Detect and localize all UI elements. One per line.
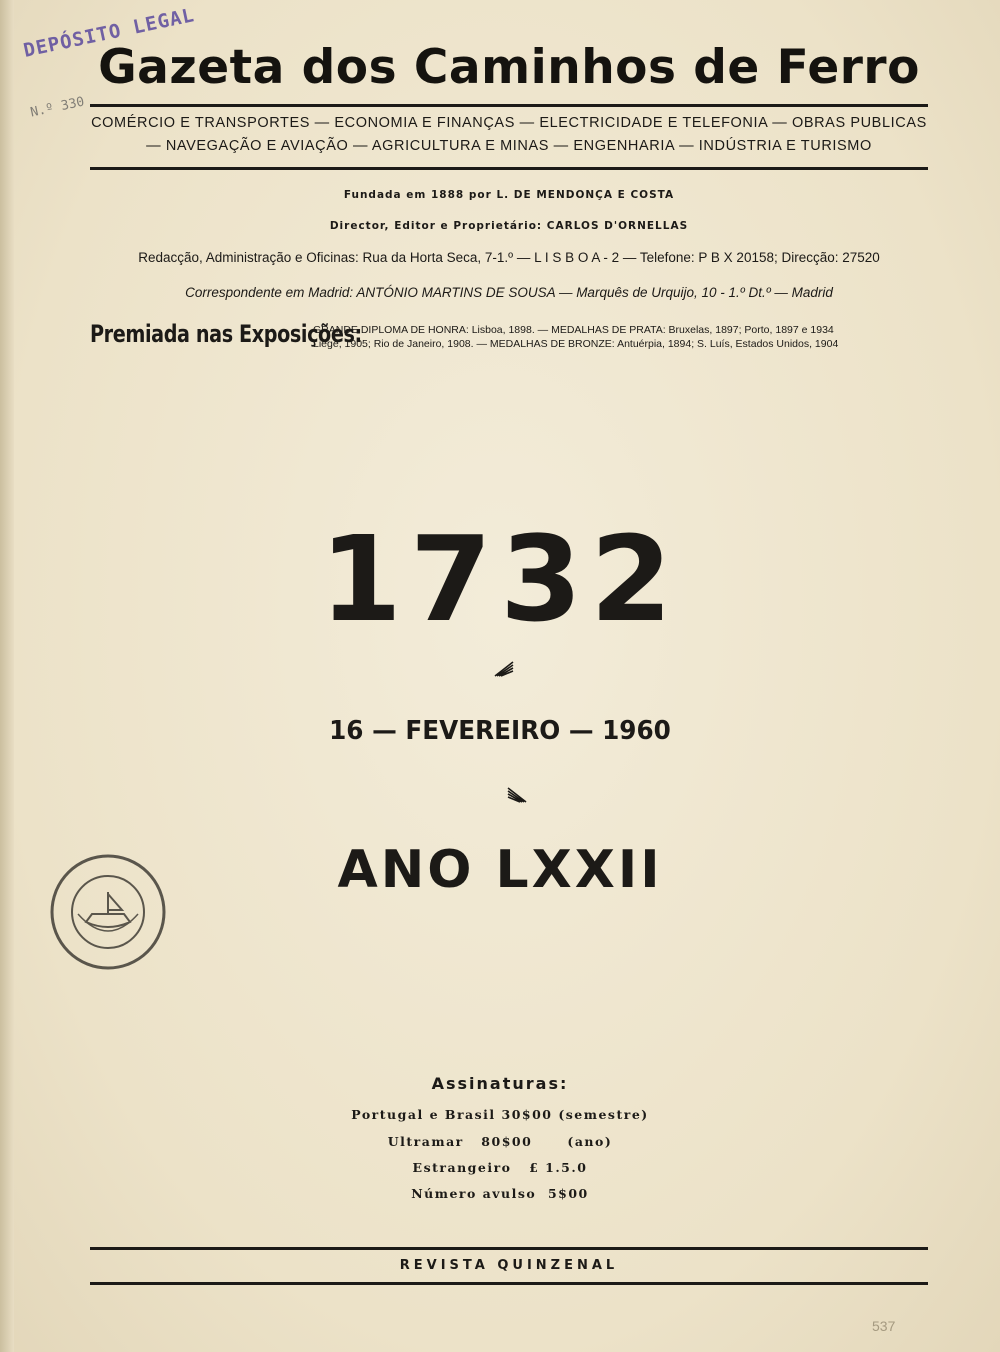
awards-line-1: GRANDE DIPLOMA DE HONRA: Lisboa, 1898. — MEDALHAS DE PRATA: Bruxelas, 1897; Porto, 1897 e 1934 xyxy=(313,324,834,336)
subscription-line: Número avulso 5$00 xyxy=(411,1186,589,1201)
subscription-line: Portugal e Brasil 30$00 (semestre) xyxy=(351,1107,649,1122)
footer-rule-top xyxy=(90,1247,928,1250)
issue-date: 16 — FEVEREIRO — 1960 xyxy=(329,716,671,746)
issue-year: ANO LXXII xyxy=(337,840,663,900)
issue-number: 1732 xyxy=(319,510,681,648)
awards-heading: Premiada nas Exposições: xyxy=(90,320,362,348)
founded-line: Fundada em 1888 por L. DE MENDONÇA E COSTA xyxy=(343,189,675,201)
subscription-line: Estrangeiro £ 1.5.0 xyxy=(412,1160,588,1175)
masthead-title: Gazeta dos Caminhos de Ferro xyxy=(98,40,920,95)
ornament-icon xyxy=(506,786,528,804)
library-seal-icon xyxy=(48,852,168,972)
address-line: Redacção, Administração e Oficinas: Rua da Horta Seca, 7-1.º — L I S B O A - 2 — Telefone: P B X 20158; Direcção: 27520 xyxy=(138,250,880,265)
page-number: 537 xyxy=(872,1318,896,1334)
director-line: Director, Editor e Proprietário: CARLOS D'ORNELLAS xyxy=(329,220,689,232)
masthead-rule-bottom xyxy=(90,167,928,170)
subscriptions-title: Assinaturas: xyxy=(431,1074,569,1093)
sections-line-1: COMÉRCIO E TRANSPORTES — ECONOMIA E FINANÇAS — ELECTRICIDADE E TELEFONIA — OBRAS PUBLICAS xyxy=(91,115,927,131)
deposito-legal-stamp: DEPÓSITO LEGAL xyxy=(21,4,197,62)
subscription-line: Ultramar 80$00 (ano) xyxy=(387,1134,613,1149)
footer-label: REVISTA QUINZENAL xyxy=(399,1258,619,1273)
deposit-number-stamp: N.º 330 xyxy=(29,94,86,121)
correspondent-line: Correspondente em Madrid: ANTÓNIO MARTINS DE SOUSA — Marquês de Urquijo, 10 - 1.º Dt.º — Madrid xyxy=(185,285,833,300)
page-edge xyxy=(0,0,14,1352)
masthead-rule-top xyxy=(90,104,928,107)
sections-line-2: — NAVEGAÇÃO E AVIAÇÃO — AGRICULTURA E MINAS — ENGENHARIA — INDÚSTRIA E TURISMO xyxy=(146,138,872,154)
footer-rule-bottom xyxy=(90,1282,928,1285)
awards-list xyxy=(313,323,928,351)
awards-line-2: Liège, 1905; Rio de Janeiro, 1908. — MEDALHAS DE BRONZE: Antuérpia, 1894; S. Luís, Estados Unidos, 1904 xyxy=(313,338,839,350)
ornament-icon xyxy=(493,660,515,678)
